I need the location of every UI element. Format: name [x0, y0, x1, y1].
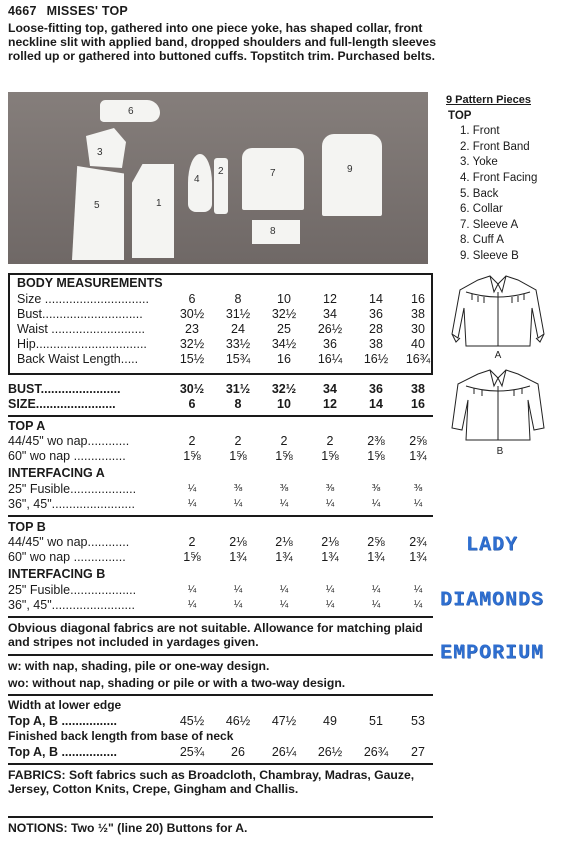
pattern-title	[8, 4, 128, 18]
top-a-heading: TOP A	[8, 419, 46, 433]
pattern-piece-item: 4. Front Facing	[460, 171, 538, 184]
pattern-piece-item: 6. Collar	[460, 203, 503, 216]
interfacing-b-heading: INTERFACING B	[8, 567, 106, 581]
pattern-pieces-heading: 9 Pattern Pieces	[446, 94, 531, 106]
pattern-piece-item: 1. Front	[460, 125, 500, 138]
notions-text: Two ½" (line 20) Buttons for A.	[70, 821, 248, 835]
fabric-note: Obvious diagonal fabrics are not suitable. Allowance for matching plaid and stripes not included in yardages given.	[8, 621, 423, 650]
fabrics-text: Soft fabrics such as Broadcloth, Chambray, Madras, Gauze, Jersey, Cotton Knits, Crepe, Gingham and Challis.	[8, 768, 415, 797]
notions-section	[8, 821, 433, 835]
piece-sleeve-b	[322, 134, 382, 216]
interfacing-a-heading: INTERFACING A	[8, 466, 105, 480]
notions-label: NOTIONS:	[8, 821, 68, 835]
piece-label: 7	[270, 168, 276, 179]
pattern-number: 4667	[8, 4, 37, 18]
piece-label: 4	[194, 174, 200, 185]
fabrics-label: FABRICS:	[8, 768, 66, 782]
divider	[8, 763, 433, 765]
divider	[8, 816, 433, 818]
divider	[8, 694, 433, 696]
piece-back	[72, 166, 124, 260]
pattern-pieces-photo	[8, 92, 428, 264]
fabrics-section	[8, 768, 433, 796]
back-length-heading: Finished back length from base of neck	[8, 729, 234, 743]
body-measurements-heading: BODY MEASUREMENTS	[17, 276, 163, 290]
pattern-piece-item: 8. Cuff A	[460, 234, 504, 247]
top-a-illustration	[452, 276, 544, 346]
piece-label: 3	[97, 147, 103, 158]
brand-diamonds: DIAMONDS	[440, 589, 545, 612]
pattern-pieces-list	[446, 93, 537, 265]
pattern-piece-item: 7. Sleeve A	[460, 218, 519, 231]
brand-emporium: EMPORIUM	[440, 642, 545, 665]
divider	[8, 515, 433, 517]
piece-cuff-a	[252, 220, 300, 244]
divider	[8, 415, 433, 417]
pattern-piece-item: 5. Back	[460, 187, 499, 200]
piece-label: 6	[128, 106, 134, 117]
piece-yoke	[86, 128, 126, 168]
piece-sleeve-a	[242, 148, 304, 210]
pattern-pieces-category: TOP	[448, 109, 472, 122]
width-heading: Width at lower edge	[8, 698, 122, 712]
piece-front-facing	[188, 154, 212, 212]
top-b-heading: TOP B	[8, 520, 46, 534]
pattern-piece-item: 9. Sleeve B	[460, 249, 519, 262]
illustration-label-a: A	[494, 350, 502, 361]
garment-illustrations	[448, 272, 548, 462]
top-b-illustration	[452, 370, 544, 440]
divider	[8, 654, 433, 656]
piece-label: 1	[156, 198, 162, 209]
piece-label: 5	[94, 200, 100, 211]
pattern-piece-item: 2. Front Band	[460, 140, 530, 153]
illustration-label-b: B	[496, 446, 504, 457]
pattern-description: Loose-fitting top, gathered into one piece yoke, has shaped collar, front neckline slit with applied band, dropped shoulders and full-length sleeves rolled up or gathered into buttoned cuffs. Topstitch trim. Purchased belts.	[8, 21, 436, 64]
piece-label: 9	[347, 164, 353, 175]
piece-label: 2	[218, 166, 224, 177]
divider	[8, 616, 433, 618]
brand-lady: LADY	[466, 534, 519, 557]
pattern-piece-item: 3. Yoke	[460, 156, 498, 169]
piece-label: 8	[270, 226, 276, 237]
pattern-name: MISSES' TOP	[46, 4, 128, 18]
piece-front	[132, 164, 174, 258]
without-nap-note: wo: without nap, shading or pile or with a two-way design.	[8, 676, 346, 690]
with-nap-note: w: with nap, shading, pile or one-way design.	[8, 659, 270, 673]
